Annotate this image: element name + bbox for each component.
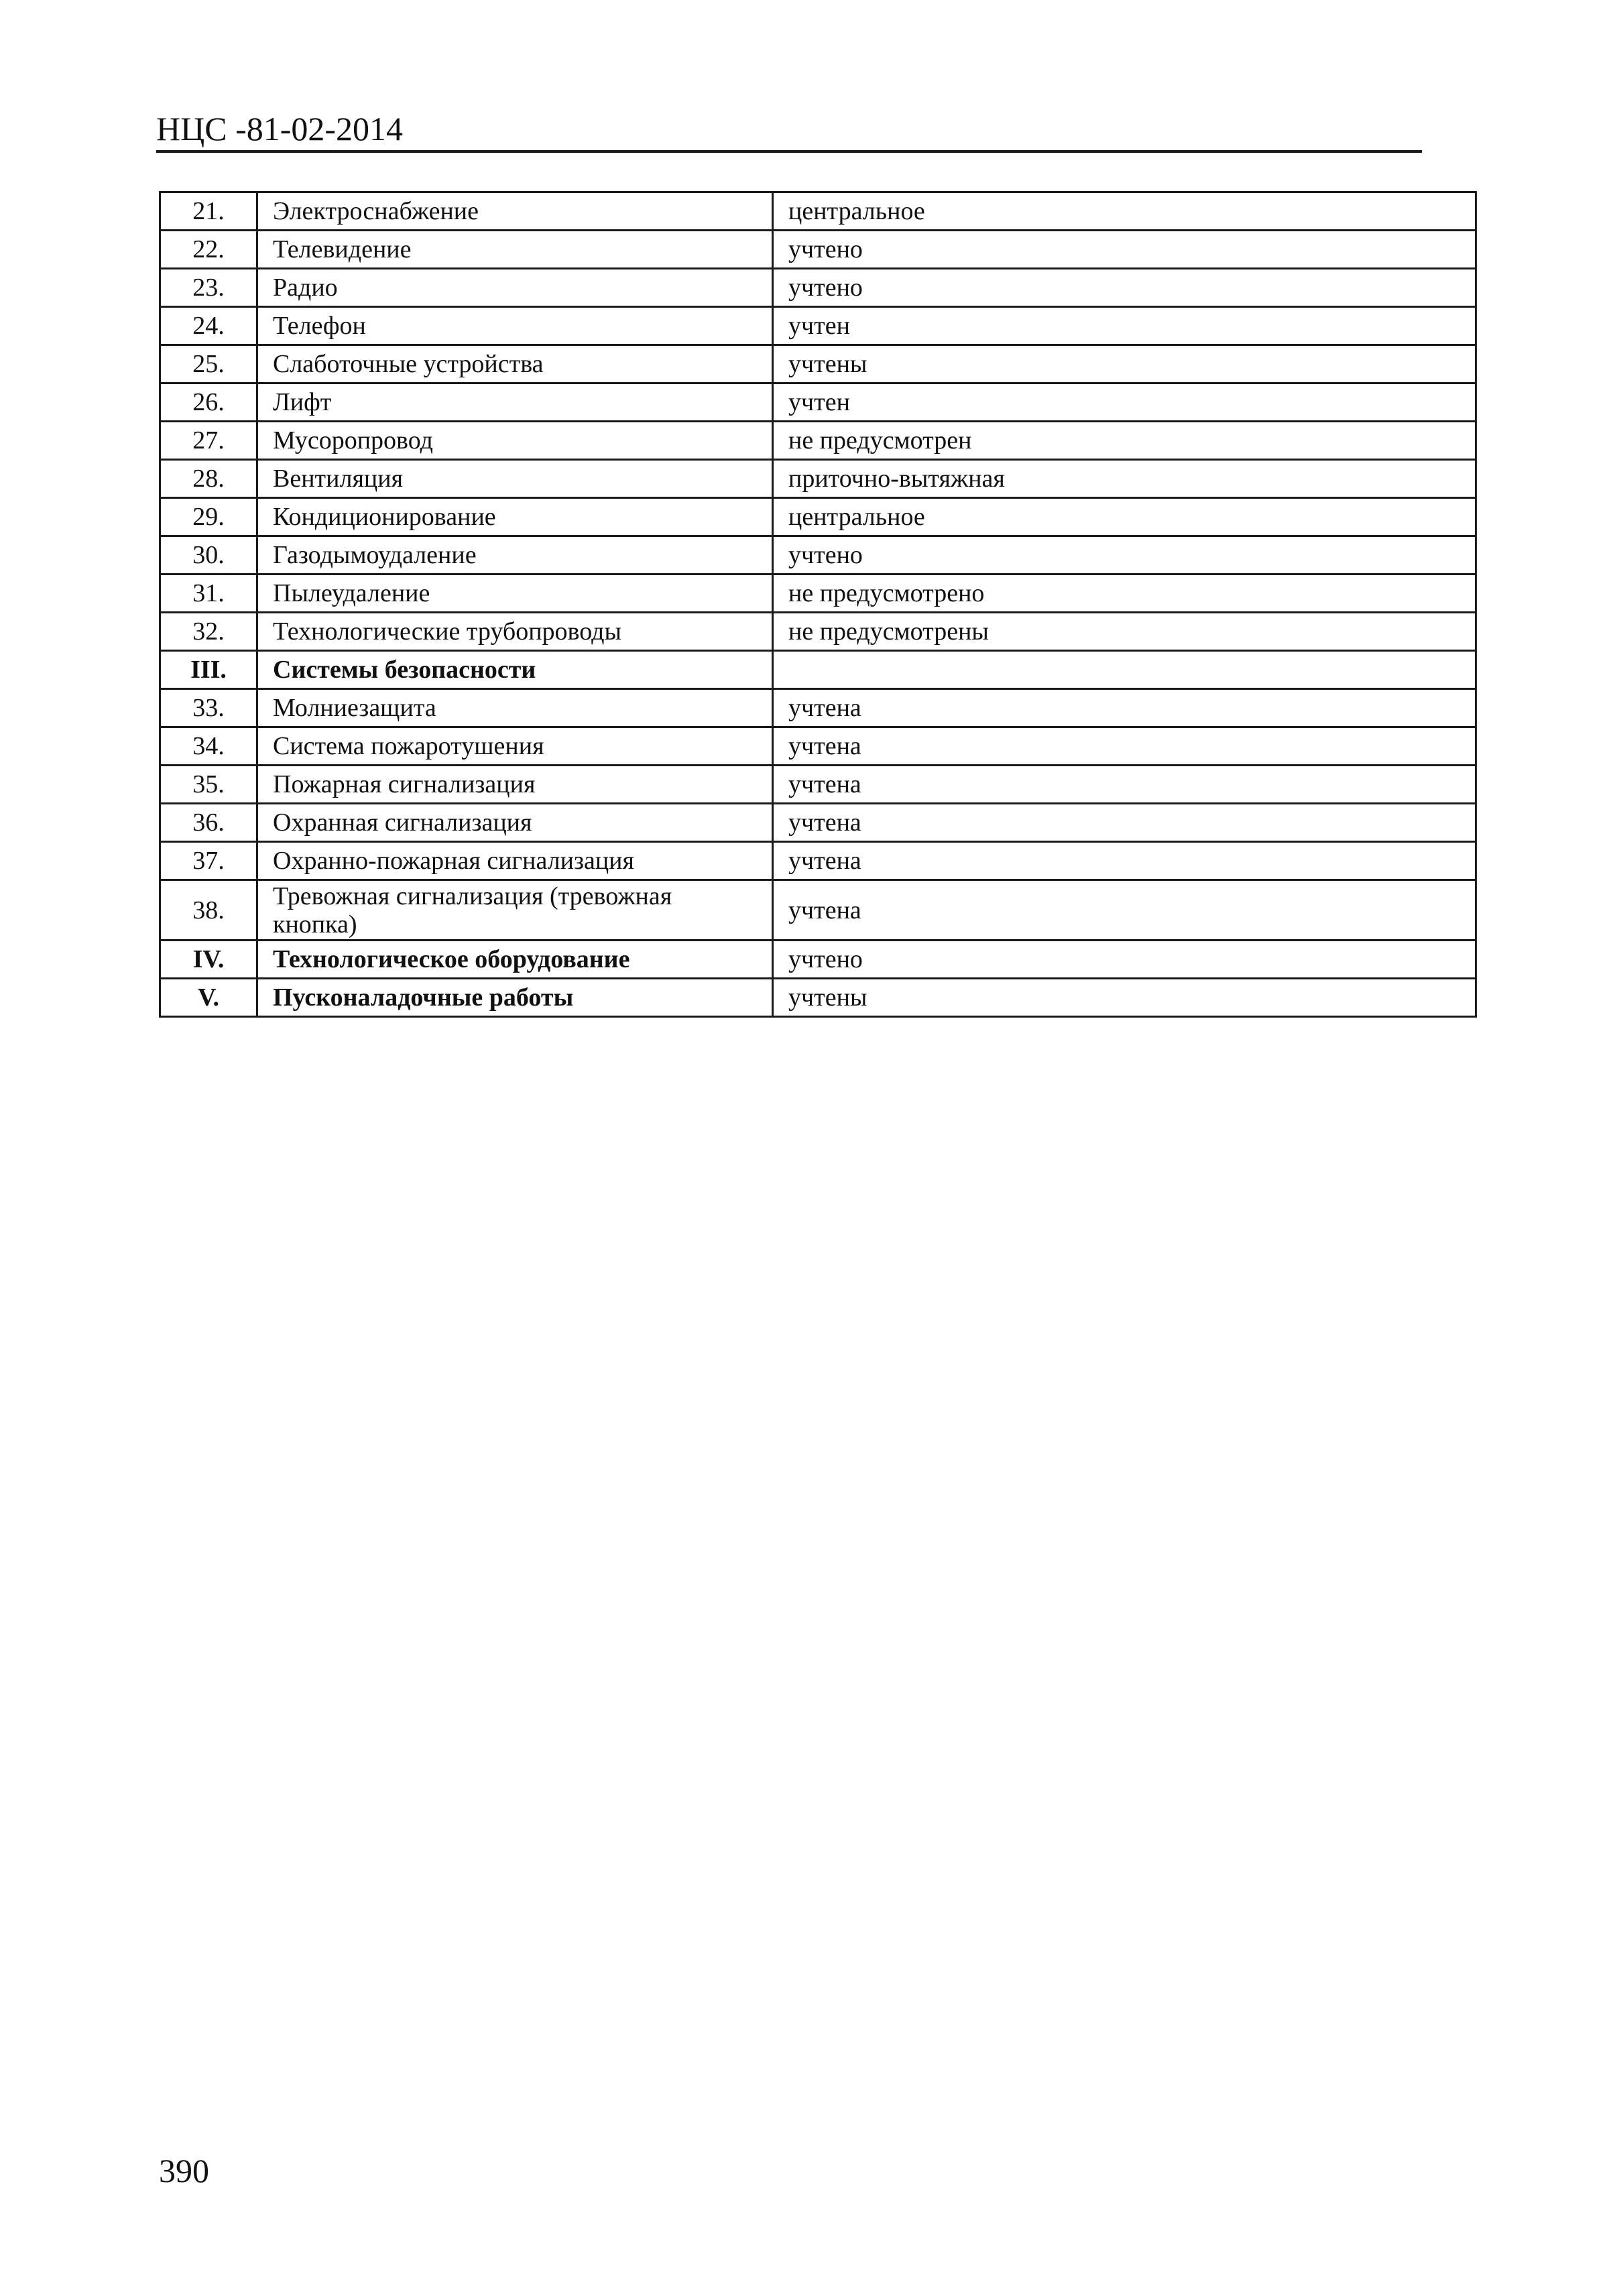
row-value: учтено [773,269,1476,307]
row-number: 31. [160,575,257,613]
table-row [160,345,1476,383]
table-section-row [160,651,1476,689]
row-number: 23. [160,269,257,307]
section-name: Технологическое оборудование [257,941,773,979]
row-number: 36. [160,804,257,842]
row-value: учтены [773,345,1476,383]
table-row [160,536,1476,575]
row-name: Телевидение [257,231,773,269]
table-section-row [160,979,1476,1017]
row-name: Кондиционирование [257,498,773,536]
section-number: IV. [160,941,257,979]
row-number: 35. [160,766,257,804]
row-number: 22. [160,231,257,269]
row-number: 29. [160,498,257,536]
table-row [160,383,1476,422]
row-name: Молниезащита [257,689,773,727]
specification-table [159,191,1477,1018]
row-value: учтено [773,231,1476,269]
row-name: Мусоропровод [257,422,773,460]
table-row [160,613,1476,651]
header-divider [156,150,1422,153]
row-value: учтена [773,842,1476,880]
row-number: 28. [160,460,257,498]
table-row [160,192,1476,231]
row-number: 26. [160,383,257,422]
table-row [160,880,1476,941]
table-row [160,727,1476,766]
row-name: Охранная сигнализация [257,804,773,842]
row-number: 24. [160,307,257,345]
row-name: Радио [257,269,773,307]
row-number: 25. [160,345,257,383]
section-value [773,651,1476,689]
row-name: Электроснабжение [257,192,773,231]
row-value: центральное [773,498,1476,536]
table-row [160,231,1476,269]
page-number: 390 [159,2152,209,2189]
row-value: не предусмотрен [773,422,1476,460]
row-name: Газодымоудаление [257,536,773,575]
row-number: 33. [160,689,257,727]
section-number: III. [160,651,257,689]
row-name: Пожарная сигнализация [257,766,773,804]
row-name: Система пожаротушения [257,727,773,766]
row-value: учтена [773,880,1476,941]
table-row [160,842,1476,880]
section-value: учтены [773,979,1476,1017]
row-value: учтено [773,536,1476,575]
row-value: учтена [773,689,1476,727]
section-number: V. [160,979,257,1017]
row-number: 38. [160,880,257,941]
row-value: не предусмотрено [773,575,1476,613]
row-number: 32. [160,613,257,651]
row-name: Вентиляция [257,460,773,498]
row-number: 27. [160,422,257,460]
row-value: учтена [773,727,1476,766]
table-row [160,498,1476,536]
row-number: 37. [160,842,257,880]
table-row [160,689,1476,727]
row-value: учтен [773,307,1476,345]
row-name: Технологические трубопроводы [257,613,773,651]
page-header-title: НЦС -81-02-2014 [156,110,404,147]
row-value: не предусмотрены [773,613,1476,651]
row-number: 30. [160,536,257,575]
row-name: Тревожная сигнализация (тревожная кнопка) [257,880,773,941]
row-name: Пылеудаление [257,575,773,613]
row-value: учтена [773,804,1476,842]
table-row [160,766,1476,804]
row-name: Лифт [257,383,773,422]
row-value: учтена [773,766,1476,804]
row-value: центральное [773,192,1476,231]
row-number: 34. [160,727,257,766]
section-value: учтено [773,941,1476,979]
row-name: Телефон [257,307,773,345]
table-section-row [160,941,1476,979]
row-name: Слаботочные устройства [257,345,773,383]
table-row [160,422,1476,460]
table-row [160,269,1476,307]
table-row [160,804,1476,842]
row-name: Охранно-пожарная сигнализация [257,842,773,880]
table-row [160,460,1476,498]
row-value: приточно-вытяжная [773,460,1476,498]
table-row [160,575,1476,613]
table-row [160,307,1476,345]
section-name: Пусконаладочные работы [257,979,773,1017]
row-number: 21. [160,192,257,231]
row-value: учтен [773,383,1476,422]
section-name: Системы безопасности [257,651,773,689]
